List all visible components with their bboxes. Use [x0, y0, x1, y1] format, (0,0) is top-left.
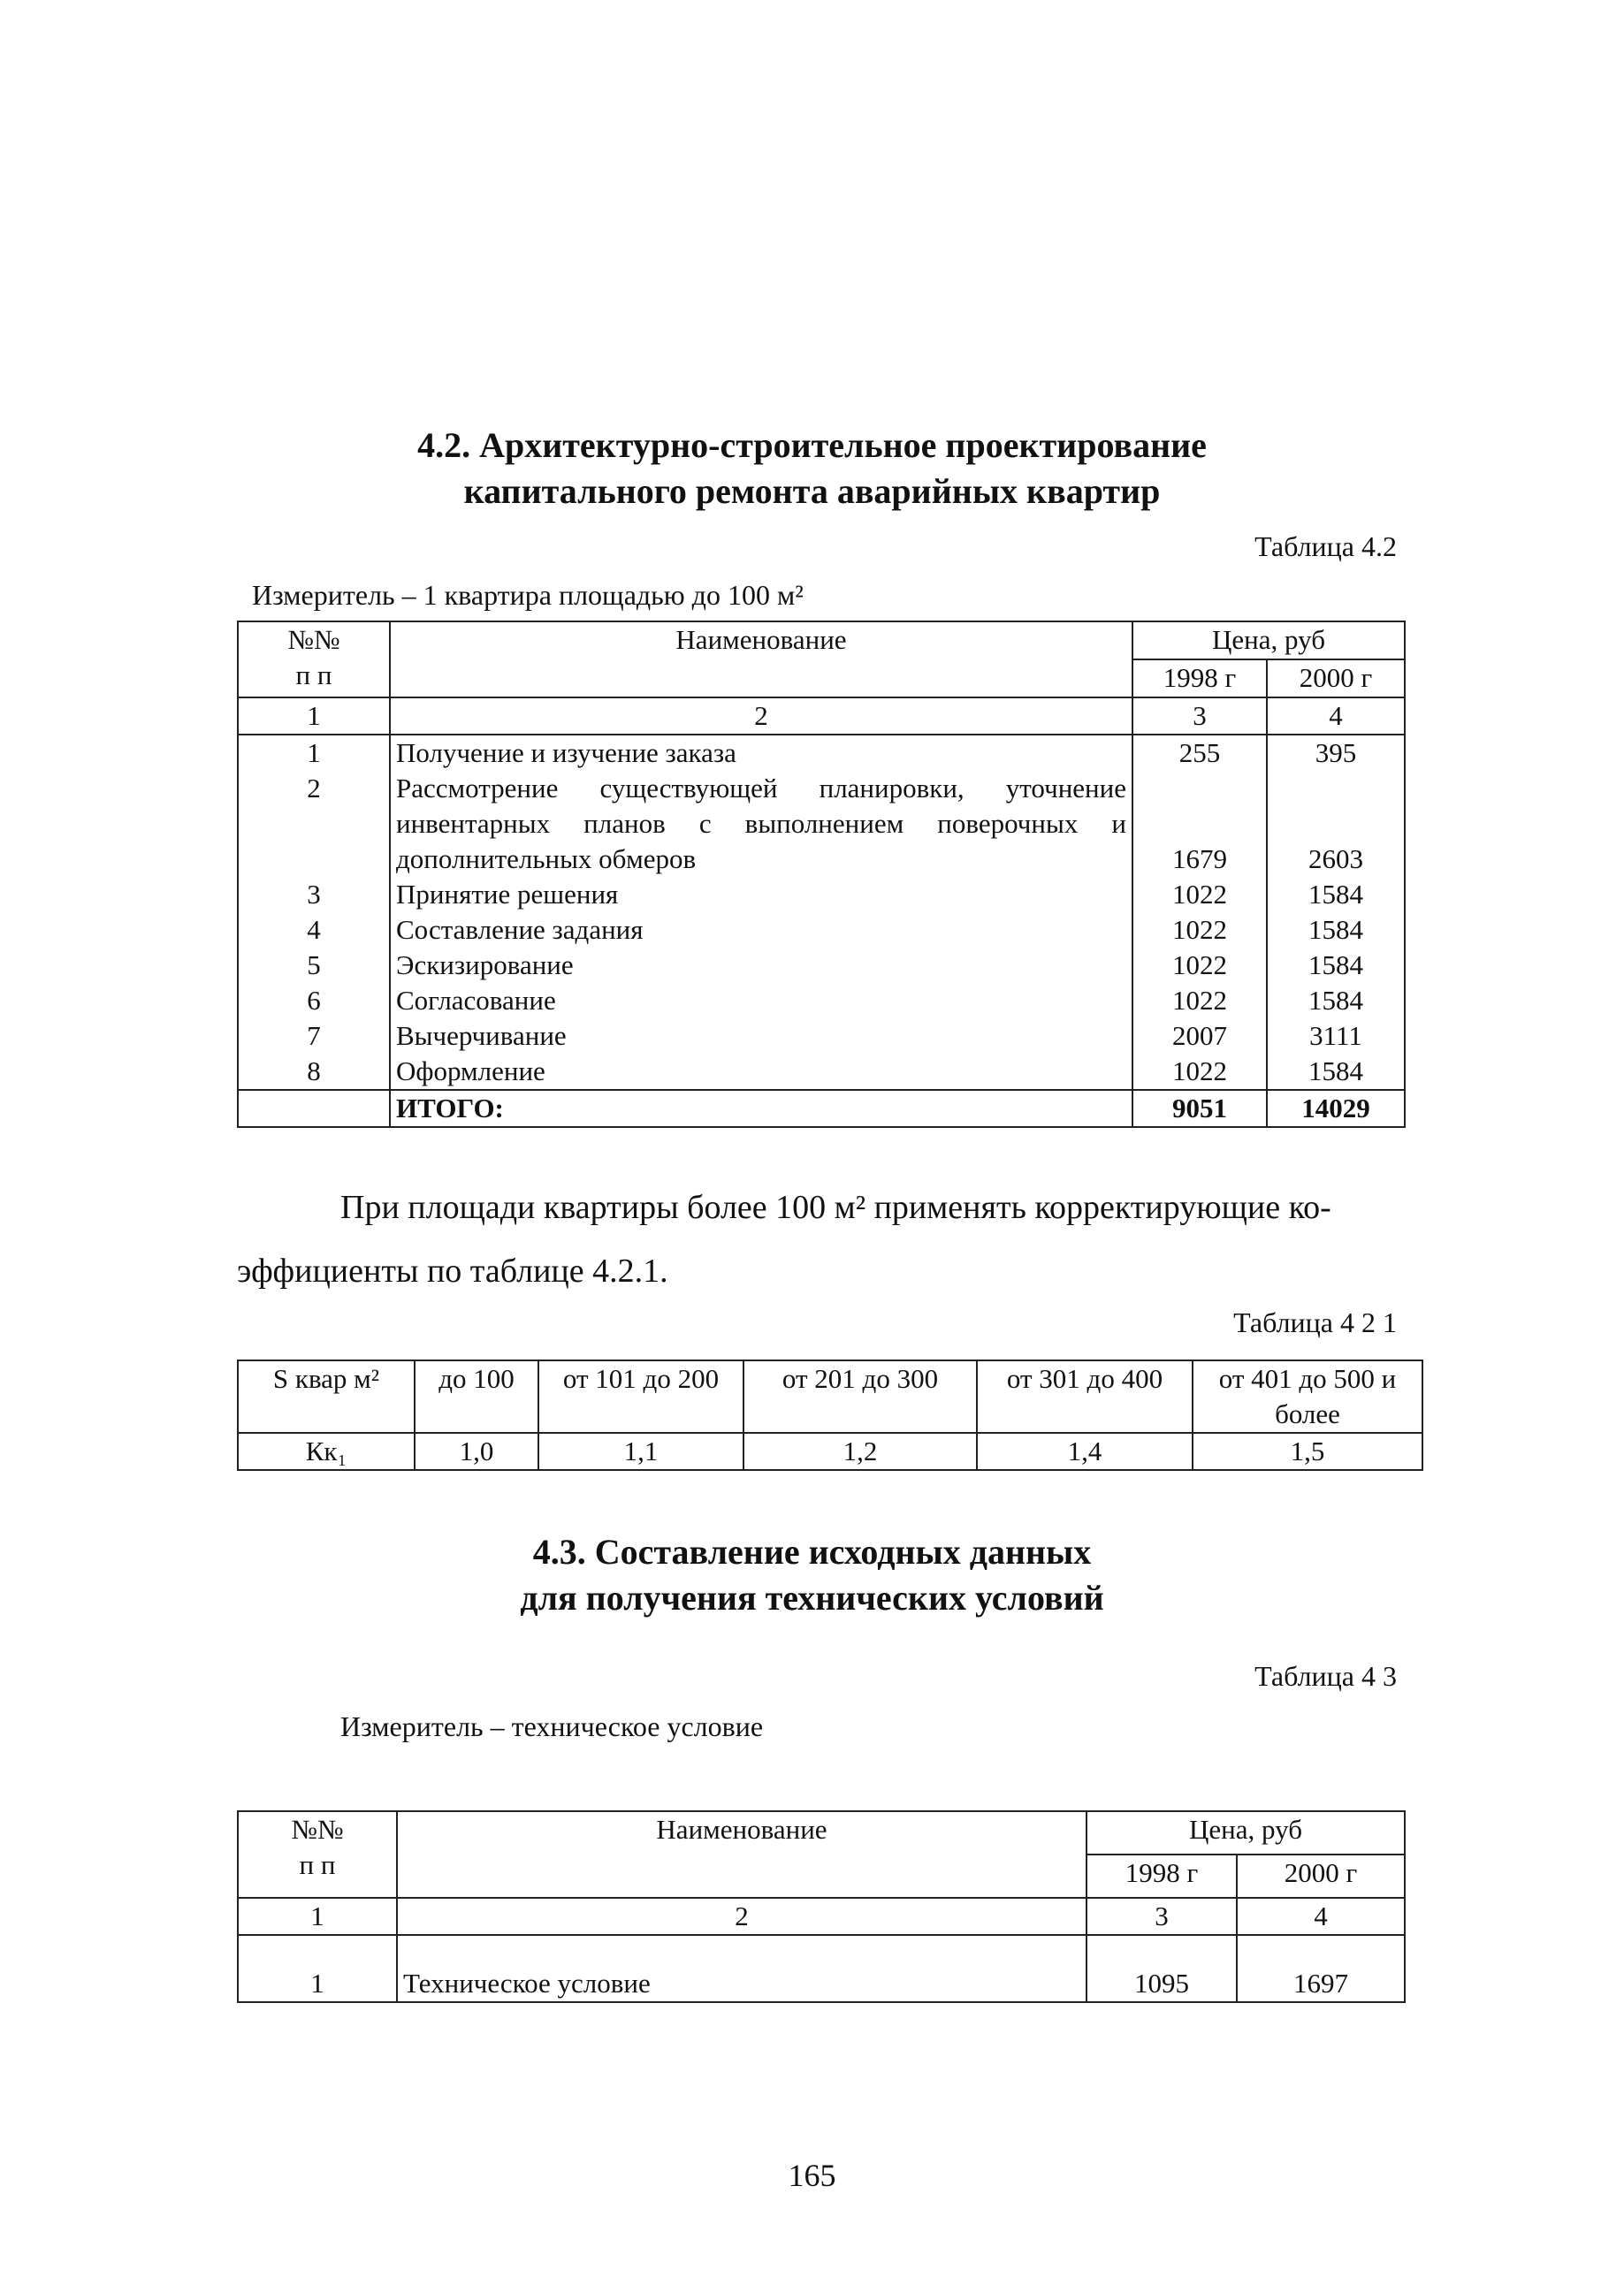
row-price-1998: 1022: [1132, 1054, 1267, 1090]
table-header-row: [238, 621, 1405, 659]
row-num: 7: [238, 1018, 390, 1054]
row-price-2000: 2603: [1267, 771, 1405, 877]
row-name: Получение и изучение заказа: [390, 735, 1132, 771]
row-price-2000: 1584: [1267, 1054, 1405, 1090]
coef-value: 1,5: [1193, 1433, 1422, 1470]
row-price-2000: 1584: [1267, 877, 1405, 912]
coef-value: 1,1: [538, 1433, 743, 1470]
table-4-2-label: Таблица 4.2: [1254, 530, 1397, 562]
row-price-2000: 1697: [1237, 1935, 1405, 2002]
row-num: 6: [238, 983, 390, 1018]
table-4-3-label: Таблица 4 3: [1254, 1660, 1397, 1692]
section-4-3-title-line2: для получения технических условий: [520, 1578, 1104, 1618]
table-header-row: [238, 1811, 1405, 1855]
table-row: [238, 948, 1405, 983]
row-num: 2: [238, 771, 390, 877]
row-num: 4: [238, 912, 390, 948]
table-row: [238, 771, 1405, 877]
header-num: №№: [287, 624, 340, 655]
row-num: 5: [238, 948, 390, 983]
row-num: 1: [238, 735, 390, 771]
row-price-1998: 1022: [1132, 983, 1267, 1018]
paragraph-line2: эффициенты по таблице 4.2.1.: [237, 1253, 668, 1290]
row-price-2000: 1584: [1267, 912, 1405, 948]
table-4-2-measure: Измеритель – 1 квартира площадью до 100 м²: [252, 579, 804, 611]
section-4-2-title-line1: 4.2. Архитектурно-строительное проектирование: [417, 425, 1207, 465]
table-colnum-row: [238, 1898, 1405, 1935]
colnum: 2: [390, 697, 1132, 735]
total-1998: 9051: [1132, 1090, 1267, 1127]
row-name: Эскизирование: [390, 948, 1132, 983]
coef-header: S квар м²: [238, 1360, 415, 1433]
table-4-2-1-label: Таблица 4 2 1: [1233, 1306, 1397, 1338]
row-num: 3: [238, 877, 390, 912]
row-name: Техническое условие: [397, 1935, 1086, 2002]
row-price-1998: 1022: [1132, 877, 1267, 912]
coef-header: от 301 до 400: [977, 1360, 1193, 1433]
colnum: 2: [397, 1898, 1086, 1935]
colnum: 1: [238, 1898, 397, 1935]
header-num2: п п: [295, 659, 332, 690]
header-1998: 1998 г: [1086, 1855, 1237, 1898]
colnum: 4: [1267, 697, 1405, 735]
colnum: 3: [1132, 697, 1267, 735]
coef-value-row: [238, 1433, 1422, 1470]
table-4-3-measure: Измеритель – техническое условие: [340, 1710, 764, 1742]
total-label: ИТОГО:: [390, 1090, 1132, 1127]
paragraph-line1: При площади квартиры более 100 м² применять корректирующие ко-: [340, 1189, 1331, 1226]
row-num: 1: [238, 1935, 397, 2002]
table-total-row: [238, 1090, 1405, 1127]
coef-value: 1,4: [977, 1433, 1193, 1470]
row-name: Вычерчивание: [390, 1018, 1132, 1054]
header-2000: 2000 г: [1267, 659, 1405, 697]
header-num-cell: [238, 1811, 397, 1898]
coef-header-row: [238, 1360, 1422, 1433]
total-2000: 14029: [1267, 1090, 1405, 1127]
coef-header: до 100: [415, 1360, 538, 1433]
row-price-2000: 3111: [1267, 1018, 1405, 1054]
header-num-cell: [238, 621, 390, 697]
table-row: [238, 877, 1405, 912]
page-number: 165: [788, 2158, 836, 2193]
header-price: Цена, руб: [1086, 1811, 1405, 1855]
header-2000: 2000 г: [1237, 1855, 1405, 1898]
header-name: Наименование: [390, 621, 1132, 697]
coef-header: от 201 до 300: [743, 1360, 977, 1433]
row-price-2000: 1584: [1267, 948, 1405, 983]
coef-value: 1,0: [415, 1433, 538, 1470]
row-price-1998: 1022: [1132, 948, 1267, 983]
table-row: [238, 735, 1405, 771]
header-num: №№: [291, 1814, 344, 1845]
header-price: Цена, руб: [1132, 621, 1405, 659]
row-name: Принятие решения: [390, 877, 1132, 912]
row-name: Составление задания: [390, 912, 1132, 948]
row-price-2000: 1584: [1267, 983, 1405, 1018]
table-row: [238, 1935, 1405, 2002]
row-price-1998: 1679: [1132, 771, 1267, 877]
table-colnum-row: [238, 697, 1405, 735]
header-name: Наименование: [397, 1811, 1086, 1898]
coef-header: от 401 до 500 и более: [1193, 1360, 1422, 1433]
table-row: [238, 1018, 1405, 1054]
row-price-1998: 1022: [1132, 912, 1267, 948]
coef-header: от 101 до 200: [538, 1360, 743, 1433]
table-row: [238, 912, 1405, 948]
table-4-3: [237, 1810, 1406, 2003]
row-name: Оформление: [390, 1054, 1132, 1090]
coef-row-label: Кк₁: [238, 1433, 415, 1470]
header-1998: 1998 г: [1132, 659, 1267, 697]
row-price-1998: 255: [1132, 735, 1267, 771]
row-name: Рассмотрение существующей планировки, уточнение инвентарных планов с выполнением поверочных и дополнительных обмеров: [390, 771, 1132, 877]
coef-value: 1,2: [743, 1433, 977, 1470]
row-price-1998: 2007: [1132, 1018, 1267, 1054]
row-price-1998: 1095: [1086, 1935, 1237, 2002]
table-4-2: [237, 621, 1406, 1128]
colnum: 3: [1086, 1898, 1237, 1935]
section-4-2-title-line2: капитального ремонта аварийных квартир: [463, 471, 1161, 511]
table-4-2-1: [237, 1360, 1423, 1471]
row-price-2000: 395: [1267, 735, 1405, 771]
colnum: 1: [238, 697, 390, 735]
header-num2: п п: [299, 1849, 336, 1880]
table-row: [238, 983, 1405, 1018]
section-4-3-title-line1: 4.3. Составление исходных данных: [532, 1532, 1092, 1572]
colnum: 4: [1237, 1898, 1405, 1935]
total-empty-cell: [238, 1090, 390, 1127]
table-row: [238, 1054, 1405, 1090]
row-num: 8: [238, 1054, 390, 1090]
row-name: Согласование: [390, 983, 1132, 1018]
